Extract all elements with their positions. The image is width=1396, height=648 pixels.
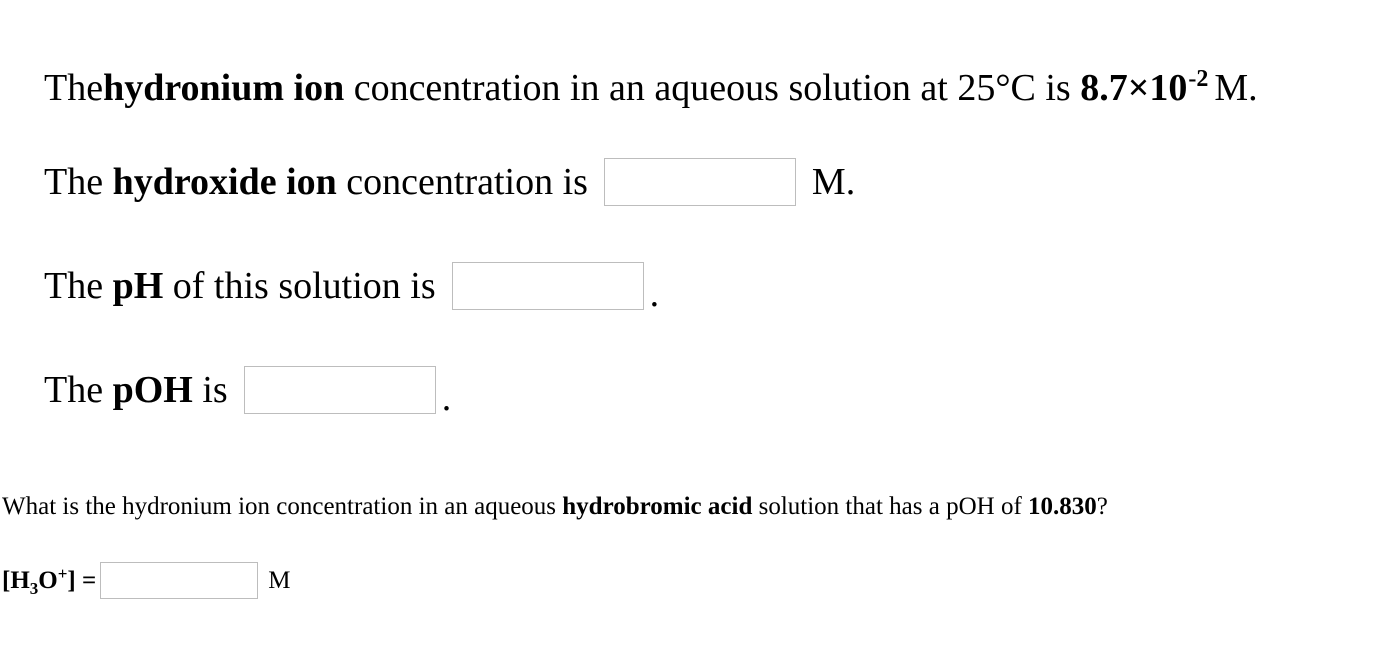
- prompt-prefix: The: [44, 265, 113, 307]
- hydroxide-answer-input[interactable]: [604, 158, 796, 206]
- poh-period: .: [441, 377, 452, 419]
- prompt-ph: [44, 262, 660, 315]
- prompt-suffix: is: [192, 369, 228, 411]
- statement-middle: concentration in an aqueous solution at 25°C is: [344, 67, 1081, 109]
- question-middle: solution that has a pOH of: [752, 493, 1029, 520]
- statement-prefix: The: [44, 67, 104, 109]
- formula-charge: +: [57, 563, 68, 583]
- question-prefix: What is the hydronium ion concentration in an aqueous: [2, 493, 563, 520]
- statement-unit: M.: [1214, 67, 1258, 109]
- term-ph: pH: [112, 265, 164, 307]
- ph-period: .: [649, 273, 660, 315]
- given-poh-value: 10.830: [1028, 493, 1097, 520]
- prompt-hydroxide: [44, 158, 855, 206]
- statement-hydronium: [44, 66, 1258, 110]
- prompt-prefix: The: [44, 161, 113, 203]
- given-concentration-exponent: -2: [1188, 66, 1209, 92]
- poh-answer-input[interactable]: [244, 366, 436, 414]
- term-hydrobromic-acid: hydrobromic acid: [562, 493, 753, 520]
- question-hydrobromic: [2, 493, 1108, 521]
- prompt-poh: [44, 366, 452, 419]
- given-concentration: [1080, 66, 1214, 110]
- formula-subscript: 3: [29, 578, 39, 598]
- prompt-suffix: concentration is: [336, 161, 588, 203]
- term-hydronium-ion: hydronium ion: [103, 67, 345, 109]
- prompt-prefix: The: [44, 369, 113, 411]
- hydronium-formula: [2, 563, 97, 598]
- formula-oxygen: O: [38, 566, 58, 594]
- hydronium-answer-input[interactable]: [100, 562, 258, 599]
- hydronium-answer-row: [2, 562, 290, 599]
- ph-answer-input[interactable]: [452, 262, 644, 310]
- question-end: ?: [1096, 493, 1108, 520]
- hydroxide-unit: M.: [811, 161, 856, 203]
- prompt-suffix: of this solution is: [163, 265, 436, 307]
- term-poh: pOH: [112, 369, 193, 411]
- given-concentration-mantissa: 8.7×10: [1080, 67, 1188, 109]
- hydronium-unit: M: [268, 566, 291, 594]
- formula-close: ] =: [67, 566, 97, 594]
- term-hydroxide-ion: hydroxide ion: [112, 161, 337, 203]
- formula-open: [H: [2, 566, 30, 594]
